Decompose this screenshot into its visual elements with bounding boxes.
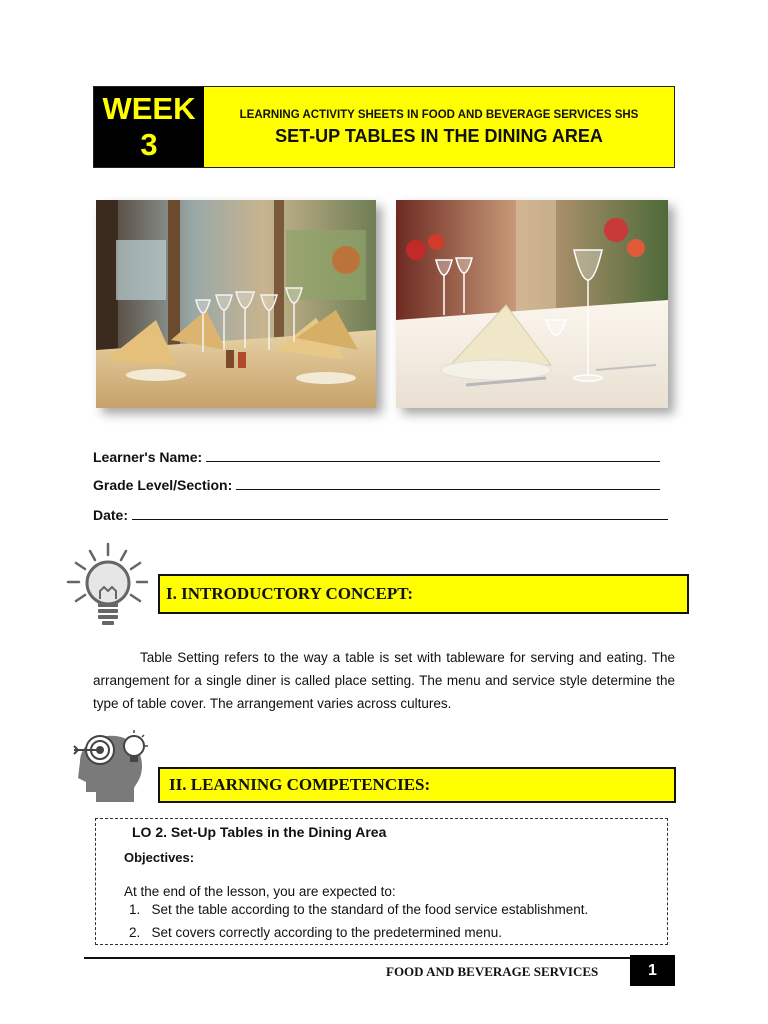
dining-photo-left (96, 200, 376, 408)
week-label: WEEK (102, 91, 196, 126)
header-subtitle: LEARNING ACTIVITY SHEETS IN FOOD AND BEVERAGE SERVICES SHS (239, 109, 639, 121)
lightbulb-icon (64, 541, 148, 633)
section-competencies-title: II. LEARNING COMPETENCIES: (169, 775, 431, 794)
target-head-icon (70, 728, 152, 802)
header-banner (93, 86, 675, 168)
date-label: Date: (93, 507, 129, 523)
lo-title: LO 2. Set-Up Tables in the Dining Area (132, 824, 387, 840)
list-item-number: 1. (129, 902, 141, 917)
list-item-number: 2. (129, 925, 141, 940)
objectives-label: Objectives: (124, 850, 195, 865)
week-number: 3 (140, 127, 158, 162)
week-badge (94, 87, 204, 167)
section-intro-heading (158, 574, 689, 614)
list-item (129, 902, 588, 917)
page-number: 1 (630, 955, 675, 986)
section-competencies-heading (158, 767, 676, 803)
learner-name-line[interactable] (206, 461, 660, 462)
date-field[interactable] (93, 507, 668, 523)
learner-name-field[interactable] (93, 449, 660, 465)
intro-paragraph: Table Setting refers to the way a table is set with tableware for serving and eating. The arrangement for a single diner is called place setting. The menu and service style determine the type of table cover. The arrangement varies across cultures. (93, 650, 675, 711)
list-item-text: Set the table according to the standard of the food service establishment. (151, 902, 589, 917)
footer-rule (84, 957, 630, 959)
grade-section-line[interactable] (236, 489, 660, 490)
date-line[interactable] (132, 519, 668, 520)
grade-section-field[interactable] (93, 477, 660, 493)
list-item-text: Set covers correctly according to the predetermined menu. (151, 925, 502, 940)
list-item (129, 925, 502, 940)
dining-photo-right (396, 200, 668, 408)
footer-title: FOOD AND BEVERAGE SERVICES (386, 964, 599, 979)
section-intro-title: I. INTRODUCTORY CONCEPT: (166, 584, 414, 603)
header-title: SET-UP TABLES IN THE DINING AREA (275, 126, 603, 146)
learner-name-label: Learner's Name: (93, 449, 203, 465)
grade-section-label: Grade Level/Section: (93, 477, 233, 493)
objectives-intro: At the end of the lesson, you are expected to: (124, 884, 396, 899)
